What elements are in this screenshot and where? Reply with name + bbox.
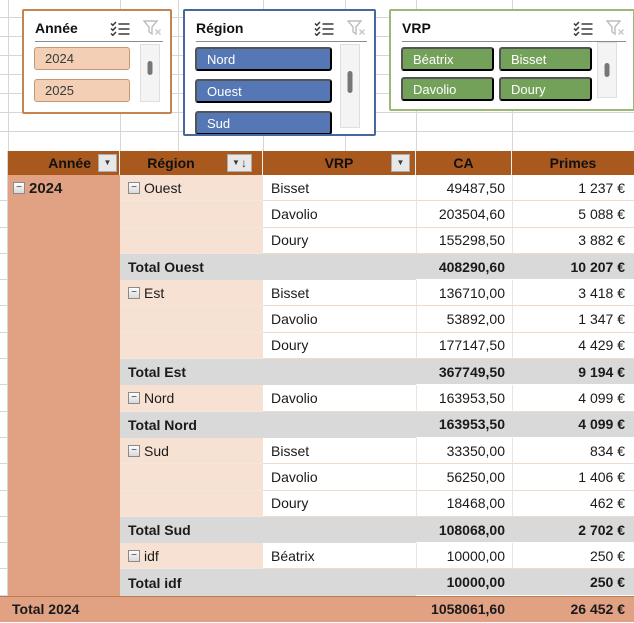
grid-margin (0, 569, 8, 595)
slicer-item-ouest[interactable]: Ouest (195, 79, 332, 103)
region-cell (120, 333, 263, 359)
pivot-row (0, 333, 634, 359)
annee-cell (8, 306, 120, 332)
annee-cell (8, 254, 120, 280)
grid-margin (0, 201, 8, 227)
column-header-region (120, 151, 263, 175)
slicer-region-title: Région (196, 20, 244, 36)
slicer-item-sud[interactable]: Sud (195, 111, 332, 135)
vrp-cell: Doury (263, 491, 416, 517)
ca-cell: 10000,00 (416, 543, 512, 569)
scrollbar-thumb[interactable] (348, 71, 353, 93)
pivot-row (0, 280, 634, 306)
grand-total-label: Total 2024 (12, 601, 80, 618)
grid-margin (0, 464, 8, 490)
vrp-cell: Doury (263, 333, 416, 359)
subtotal-ca: 10000,00 (416, 569, 512, 595)
region-label: Ouest (144, 179, 182, 196)
vrp-cell: Bisset (263, 175, 416, 201)
ca-cell: 177147,50 (416, 333, 512, 359)
subtotal-ca: 108068,00 (416, 517, 512, 543)
pivot-row (0, 464, 634, 490)
annee-cell (8, 543, 120, 569)
multi-select-icon[interactable] (110, 21, 130, 36)
annee-cell (8, 569, 120, 595)
slicer-vrp-scrollbar[interactable] (597, 42, 617, 98)
primes-cell: 1 237 € (512, 175, 634, 201)
region-cell (120, 280, 263, 306)
primes-cell: 250 € (512, 543, 634, 569)
grid-margin (0, 151, 8, 175)
grid-margin (0, 280, 8, 306)
pivot-row (0, 175, 634, 201)
annee-cell (8, 464, 120, 490)
collapse-button[interactable]: − (128, 392, 140, 404)
slicer-vrp-header (402, 16, 625, 40)
ca-cell: 136710,00 (416, 280, 512, 306)
ca-cell: 203504,60 (416, 201, 512, 227)
region-cell (120, 306, 263, 332)
slicer-divider (402, 41, 626, 42)
clear-filter-icon[interactable] (606, 20, 625, 36)
subtotal-row (0, 359, 634, 385)
grid-margin (0, 228, 8, 254)
slicer-annee-scrollbar[interactable] (140, 44, 160, 102)
slicer-vrp-title: VRP (402, 20, 431, 36)
annee-cell (8, 333, 120, 359)
slicer-item-beatrix[interactable]: Béatrix (401, 47, 494, 71)
grid-margin (0, 333, 8, 359)
slicer-divider (196, 41, 367, 42)
region-label: Est (144, 284, 165, 301)
subtotal-ca: 367749,50 (416, 359, 512, 385)
grid-margin (0, 175, 8, 201)
pivot-row (0, 201, 634, 227)
grand-total-primes: 26 452 € (570, 601, 625, 618)
annee-label: 2024 (29, 179, 63, 197)
annee-cell (8, 385, 120, 411)
column-header-ca-label: CA (453, 155, 474, 171)
grid-margin (0, 359, 8, 385)
grand-total-ca: 1058061,60 (431, 601, 505, 618)
subtotal-ca: 163953,50 (416, 412, 512, 438)
ca-cell: 18468,00 (416, 491, 512, 517)
region-cell (120, 464, 263, 490)
pivot-row (0, 543, 634, 569)
subtotal-primes: 4 099 € (512, 412, 634, 438)
region-cell (120, 175, 263, 201)
subtotal-row (0, 412, 634, 438)
grand-total-row (0, 596, 634, 622)
primes-cell: 1 406 € (512, 464, 634, 490)
collapse-button[interactable]: − (13, 182, 25, 194)
subtotal-label: Total Sud (120, 517, 416, 543)
annee-cell (8, 201, 120, 227)
ca-cell: 33350,00 (416, 438, 512, 464)
annee-cell (8, 175, 120, 201)
grid-margin (0, 254, 8, 280)
vrp-cell: Béatrix (263, 543, 416, 569)
subtotal-primes: 9 194 € (512, 359, 634, 385)
region-cell (120, 385, 263, 411)
primes-cell: 5 088 € (512, 201, 634, 227)
subtotal-label: Total Est (120, 359, 416, 385)
annee-cell (8, 412, 120, 438)
pivot-table (0, 151, 634, 622)
collapse-button[interactable]: − (128, 445, 140, 457)
annee-cell (8, 438, 120, 464)
ca-cell: 53892,00 (416, 306, 512, 332)
vrp-cell: Davolio (263, 201, 416, 227)
subtotal-row (0, 517, 634, 543)
primes-cell: 3 882 € (512, 228, 634, 254)
ca-cell: 56250,00 (416, 464, 512, 490)
scrollbar-thumb[interactable] (148, 61, 153, 75)
ca-cell: 163953,50 (416, 385, 512, 411)
slicer-vrp (389, 9, 634, 111)
primes-cell: 4 099 € (512, 385, 634, 411)
clear-filter-icon[interactable] (347, 20, 366, 36)
subtotal-label: Total idf (120, 569, 416, 595)
region-label: idf (144, 547, 159, 564)
slicer-annee-title: Année (35, 20, 78, 36)
subtotal-label: Total Ouest (120, 254, 416, 280)
column-header-vrp (263, 151, 416, 175)
slicer-item-nord[interactable]: Nord (195, 47, 332, 71)
column-header-region-label: Région (147, 155, 195, 171)
primes-cell: 1 347 € (512, 306, 634, 332)
clear-filter-icon[interactable] (143, 20, 162, 36)
pivot-row (0, 491, 634, 517)
slicer-item-2025[interactable]: 2025 (34, 79, 130, 102)
subtotal-row (0, 569, 634, 595)
region-cell (120, 438, 263, 464)
column-header-primes (512, 151, 634, 175)
collapse-button[interactable]: − (128, 550, 140, 562)
pivot-row (0, 306, 634, 332)
slicer-item-bisset[interactable]: Bisset (499, 47, 592, 71)
region-cell (120, 543, 263, 569)
region-cell (120, 491, 263, 517)
slicer-annee-header (35, 16, 162, 40)
vrp-cell: Bisset (263, 438, 416, 464)
primes-cell: 834 € (512, 438, 634, 464)
subtotal-ca: 408290,60 (416, 254, 512, 280)
region-label: Sud (144, 442, 169, 459)
annee-cell (8, 359, 120, 385)
column-header-annee (8, 151, 120, 175)
grid-margin (0, 385, 8, 411)
slicer-item-davolio[interactable]: Davolio (401, 77, 494, 101)
collapse-button[interactable]: − (128, 287, 140, 299)
scrollbar-thumb[interactable] (605, 63, 610, 77)
vrp-cell: Doury (263, 228, 416, 254)
slicer-region-header (196, 16, 366, 40)
slicer-annee (22, 9, 172, 114)
multi-select-icon[interactable] (314, 21, 334, 36)
primes-cell: 462 € (512, 491, 634, 517)
grid-margin (0, 491, 8, 517)
slicer-item-2024[interactable]: 2024 (34, 47, 130, 70)
collapse-button[interactable]: − (128, 182, 140, 194)
region-cell (120, 228, 263, 254)
subtotal-label: Total Nord (120, 412, 416, 438)
annee-filter-dropdown[interactable]: ▼ (98, 154, 117, 172)
column-header-annee-label: Année (48, 155, 91, 171)
vrp-cell: Davolio (263, 306, 416, 332)
annee-cell (8, 228, 120, 254)
primes-cell: 4 429 € (512, 333, 634, 359)
grid-margin (0, 306, 8, 332)
region-cell (120, 201, 263, 227)
vrp-filter-dropdown[interactable]: ▼ (391, 154, 410, 172)
region-filter-dropdown-sorted[interactable]: ▼ ↓ (227, 154, 252, 172)
vrp-cell: Davolio (263, 464, 416, 490)
subtotal-primes: 250 € (512, 569, 634, 595)
ca-cell: 49487,50 (416, 175, 512, 201)
grid-margin (0, 438, 8, 464)
region-label: Nord (144, 390, 175, 407)
slicer-region (183, 9, 376, 136)
vrp-cell: Bisset (263, 280, 416, 306)
annee-cell (8, 280, 120, 306)
vrp-cell: Davolio (263, 385, 416, 411)
slicer-region-scrollbar[interactable] (340, 44, 360, 128)
slicer-divider (35, 41, 163, 42)
primes-cell: 3 418 € (512, 280, 634, 306)
grid-margin (0, 517, 8, 543)
subtotal-row (0, 254, 634, 280)
slicer-item-doury[interactable]: Doury (499, 77, 592, 101)
column-header-primes-label: Primes (549, 155, 597, 171)
column-header-vrp-label: VRP (324, 155, 354, 171)
pivot-header-row (0, 151, 634, 175)
pivot-row (0, 228, 634, 254)
pivot-rows (0, 175, 634, 622)
subtotal-primes: 10 207 € (512, 254, 634, 280)
grid-margin (0, 412, 8, 438)
grid-margin (0, 543, 8, 569)
annee-cell (8, 491, 120, 517)
annee-cell (8, 517, 120, 543)
pivot-row (0, 438, 634, 464)
subtotal-primes: 2 702 € (512, 517, 634, 543)
pivot-row (0, 385, 634, 411)
ca-cell: 155298,50 (416, 228, 512, 254)
column-header-ca (416, 151, 512, 175)
multi-select-icon[interactable] (573, 21, 593, 36)
